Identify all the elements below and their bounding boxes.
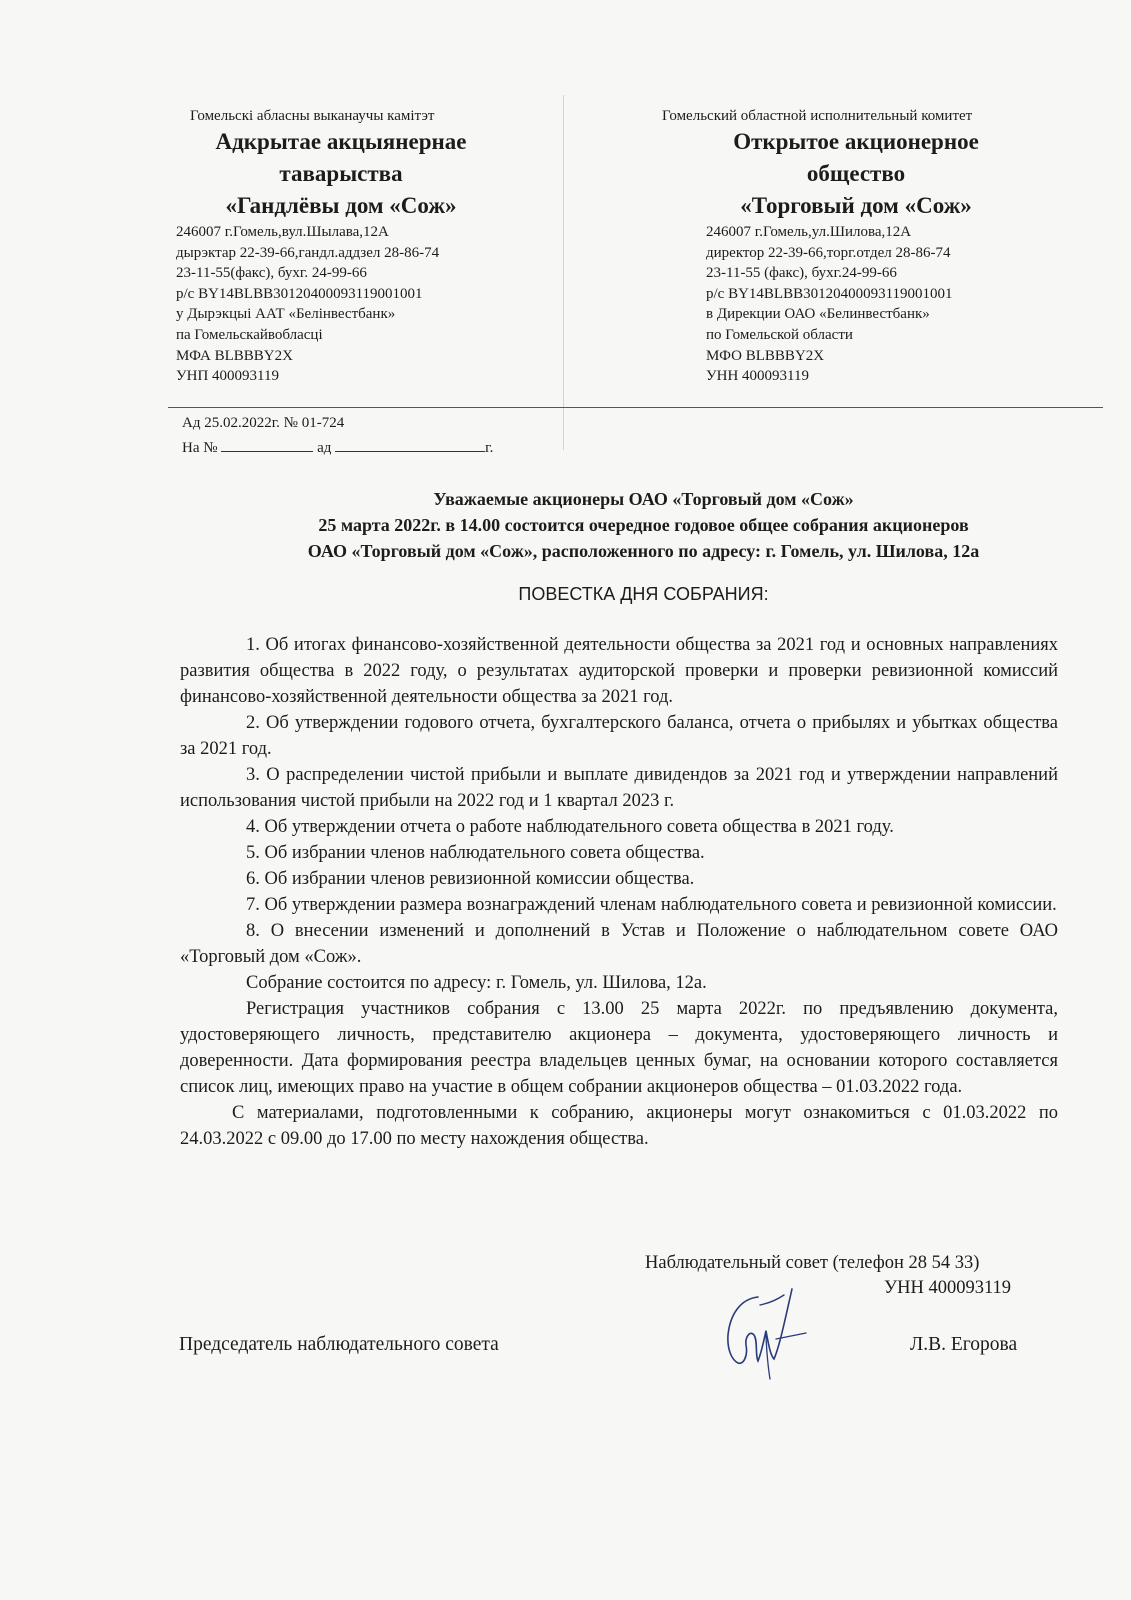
council-unn: УНН 400093119 xyxy=(884,1278,1012,1298)
signature-image xyxy=(700,1275,810,1385)
org-name-line: «Гандлёвы дом «Сож» xyxy=(225,193,457,218)
agenda-item: 2. Об утверждении годового отчета, бухгалтерского баланса, отчета о прибылях и убытках общества за 2021 год. xyxy=(180,713,1058,759)
agenda-item: 7. Об утверждении размера вознаграждений членам наблюдательного совета и ревизионной комиссии. xyxy=(246,895,1057,915)
incoming-reference xyxy=(182,437,493,458)
address-line: у Дырэкцыі ААТ «Белінвестбанк» xyxy=(176,306,396,323)
address-line: 23-11-55 (факс), бухг.24-99-66 xyxy=(706,265,897,282)
materials-paragraph: С материалами, подготовленными к собранию, акционеры могут ознакомиться с 01.03.2022 по 24.03.2022 с 09.00 до 17.00 по месту нахождения общества. xyxy=(180,1103,1058,1149)
address-line: МФО BLBBBY2X xyxy=(706,347,825,364)
letterhead-belarusian xyxy=(176,106,546,387)
address-line: дырэктар 22-39-66,гандл.аддзел 28-86-74 xyxy=(176,244,440,261)
greeting-line: ОАО «Торговый дом «Сож», расположенного по адресу: г. Гомель, ул. Шилова, 12а xyxy=(307,541,980,561)
agenda-title: ПОВЕСТКА ДНЯ СОБРАНИЯ: xyxy=(518,584,769,604)
agenda-item: 8. О внесении изменений и дополнений в Устав и Положение о наблюдательном совете ОАО «Торговый дом «Сож». xyxy=(180,921,1058,967)
registration-paragraph: Регистрация участников собрания с 13.00 25 марта 2022г. по предъявлению документа, удостоверяющего личность, представителю акционера – документа, удостоверяющего личность и доверенности. Дата формирования реестра владельцев ценных бумаг, на основании которого составляется список лиц, имеющих право на участие в общем собрании акционеров общества – 01.03.2022 года. xyxy=(180,999,1058,1097)
committee-name: Гомельскі абласны выканаучы камітэт xyxy=(190,108,435,124)
number-blank xyxy=(221,437,313,452)
incoming-prefix: На № xyxy=(182,440,218,456)
incoming-suffix: г. xyxy=(485,440,494,456)
header-divider xyxy=(563,95,564,450)
council-contact: Наблюдательный совет (телефон 28 54 33) xyxy=(645,1253,980,1273)
address-line: УНН 400093119 xyxy=(706,368,809,385)
org-name-line: Открытое акционерное xyxy=(733,129,979,154)
org-name-line: «Торговый дом «Сож» xyxy=(740,193,972,218)
greeting-line: 25 марта 2022г. в 14.00 состоится очередное годовое общее собрания акционеров xyxy=(318,515,969,535)
agenda-item: 4. Об утверждении отчета о работе наблюдательного совета общества в 2021 году. xyxy=(246,817,894,837)
address-line: директор 22-39-66,торг.отдел 28-86-74 xyxy=(706,244,951,261)
address-line: УНП 400093119 xyxy=(176,368,279,385)
agenda-body xyxy=(180,632,1058,1152)
outgoing-reference: Ад 25.02.2022г. № 01-724 xyxy=(182,415,345,431)
agenda-item: 3. О распределении чистой прибыли и выплате дивидендов за 2021 год и утверждении направлений использования чистой прибыли на 2022 год и 1 квартал 2023 г. xyxy=(180,765,1058,811)
org-name-line: общество xyxy=(806,161,906,186)
address-line: р/с BY14BLBB30120400093119001001 xyxy=(706,285,953,302)
address-line: в Дирекции ОАО «Белинвестбанк» xyxy=(706,306,930,323)
address-line: 246007 г.Гомель,вул.Шылава,12А xyxy=(176,224,389,240)
address-line: па Гомельскайвобласці xyxy=(176,326,323,343)
date-blank xyxy=(335,437,485,452)
greeting-line: Уважаемые акционеры ОАО «Торговый дом «Сож» xyxy=(433,489,854,509)
incoming-mid: ад xyxy=(317,440,332,456)
org-name-line: Адкрытае акцыянернае xyxy=(215,129,467,154)
header-rule xyxy=(168,407,1103,408)
chair-name: Л.В. Егорова xyxy=(910,1334,1018,1355)
address-line: 23-11-55(факс), бухг. 24-99-66 xyxy=(176,265,367,282)
agenda-item: 6. Об избрании членов ревизионной комиссии общества. xyxy=(246,869,695,889)
letterhead-russian xyxy=(662,106,1106,387)
address-line: 246007 г.Гомель,ул.Шилова,12А xyxy=(706,224,912,240)
address-line: МФА BLBBBY2X xyxy=(176,347,293,364)
venue-paragraph: Собрание состоится по адресу: г. Гомель, ул. Шилова, 12а. xyxy=(246,973,707,993)
agenda-item: 5. Об избрании членов наблюдательного совета общества. xyxy=(246,843,705,863)
chair-title: Председатель наблюдательного совета xyxy=(179,1334,499,1355)
address-line: р/с BY14BLBB30120400093119001001 xyxy=(176,285,423,302)
committee-name: Гомельский областной исполнительный комитет xyxy=(662,108,973,124)
greeting-block xyxy=(176,486,1111,564)
agenda-item: 1. Об итогах финансово-хозяйственной деятельности общества за 2021 год и основных направлениях развития общества в 2022 году, о результатах аудиторской проверки и проверки ревизионной комиссий финансово-хозяйственной деятельности общества за 2021 год. xyxy=(180,635,1058,707)
org-name-line: таварыства xyxy=(279,161,403,186)
address-line: по Гомельской области xyxy=(706,326,853,343)
